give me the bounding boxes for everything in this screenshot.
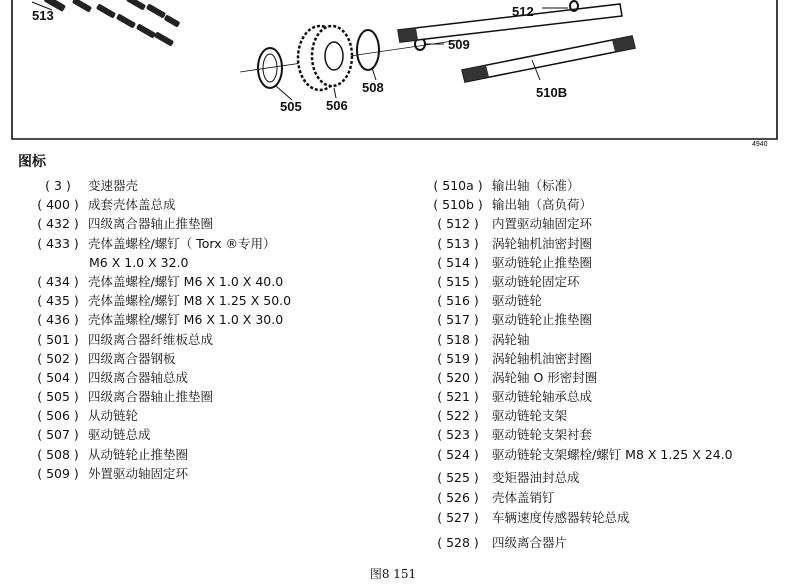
part-number: ( 510b ) (433, 197, 483, 213)
legend-item (28, 176, 291, 195)
part-description: 四级离合器钢板 (88, 350, 176, 366)
part-number: ( 505 ) (37, 389, 79, 405)
legend-item (424, 445, 733, 464)
part-number: ( 515 ) (437, 273, 479, 289)
legend-item (28, 464, 291, 483)
callout-512: 512 (512, 4, 534, 19)
legend-item (28, 272, 291, 291)
legend-item (424, 291, 733, 310)
part-number: ( 514 ) (437, 254, 479, 270)
part-description: 外置驱动轴固定环 (88, 465, 189, 481)
legend-item (424, 234, 733, 253)
part-number: ( 526 ) (437, 490, 479, 505)
part-description: 输出轴（高负荷） (492, 197, 593, 213)
part-number: ( 3 ) (45, 178, 71, 193)
input-shaft (398, 4, 622, 42)
legend-item (424, 330, 733, 349)
part-description: 涡轮轴 O 形密封圈 (492, 369, 598, 385)
legend-item (28, 368, 291, 387)
part-description: 变矩器油封总成 (492, 469, 580, 485)
part-description: 四级离合器纤维板总成 (88, 331, 214, 347)
part-number: ( 513 ) (437, 235, 479, 251)
part-description: 驱动链轮支架衬套 (492, 427, 593, 443)
part-number: ( 517 ) (437, 312, 479, 328)
part-description: 从动链轮 (88, 408, 139, 424)
legend-item (28, 195, 291, 214)
part-description: 四级离合器轴总成 (88, 369, 189, 385)
legend-item (424, 425, 733, 444)
callout-510b: 510B (536, 85, 568, 100)
part-description: 驱动链轮支架 (492, 408, 568, 424)
legend-item (28, 406, 291, 425)
legend-item (28, 310, 291, 329)
legend-item (424, 176, 733, 195)
part-number: ( 516 ) (437, 293, 479, 309)
part-description: 驱动链总成 (88, 427, 151, 443)
legend-item (424, 368, 733, 387)
figure-caption: 图8 151 (369, 567, 417, 581)
part-description: 壳体盖螺栓/螺钉（ Torx ®专用） (88, 235, 276, 251)
part-number: ( 527 ) (437, 510, 479, 526)
legend-item (424, 349, 733, 368)
legend-item (28, 349, 291, 368)
legend-item (424, 533, 733, 552)
output-shaft-510b (462, 36, 635, 82)
part-description: 从动链轮止推垫圈 (88, 446, 189, 462)
legend-item (424, 310, 733, 329)
part-number: ( 528 ) (437, 535, 479, 551)
part-description: 四级离合器轴止推垫圈 (88, 389, 214, 405)
part-number: ( 506 ) (37, 408, 79, 424)
part-description: 壳体盖螺栓/螺钉 M6 X 1.0 X 30.0 (88, 312, 284, 328)
part-number: ( 432 ) (37, 216, 79, 232)
legend-item (28, 425, 291, 444)
part-description: 驱动链轮支架螺栓/螺钉 M8 X 1.25 X 24.0 (492, 446, 733, 462)
part-number: ( 400 ) (37, 197, 79, 213)
part-number: ( 524 ) (437, 446, 479, 462)
part-description: 涡轮轴 (492, 331, 530, 347)
exploded-view-diagram (0, 0, 786, 148)
part-number: ( 519 ) (437, 350, 479, 366)
part-description: 输出轴（标准） (492, 178, 580, 193)
part-number: ( 523 ) (437, 427, 479, 443)
part-description: 车辆速度传感器转轮总成 (492, 510, 630, 526)
part-number: ( 521 ) (437, 389, 479, 405)
callout-513: 513 (32, 8, 54, 23)
part-description: 内置驱动轴固定环 (492, 216, 593, 232)
part-number: ( 508 ) (37, 446, 79, 462)
legend-item (424, 214, 733, 233)
legend-item (424, 387, 733, 406)
part-number: ( 435 ) (37, 293, 79, 309)
part-number: ( 525 ) (437, 469, 479, 485)
legend-item (424, 272, 733, 291)
legend-item (424, 488, 733, 507)
part-number: ( 504 ) (37, 369, 79, 385)
part-number: ( 436 ) (37, 312, 79, 328)
legend-item (28, 387, 291, 406)
part-description: 成套壳体盖总成 (88, 197, 176, 213)
callout-506: 506 (326, 98, 348, 113)
part-number: ( 507 ) (37, 427, 79, 443)
legend-item (424, 508, 733, 527)
figure-code: 4940 (752, 141, 768, 148)
part-description: 驱动链轮 (492, 293, 543, 309)
legend-item (424, 468, 733, 487)
part-description: 四级离合器轴止推垫圈 (88, 216, 214, 232)
legend-item (28, 445, 291, 464)
legend-item (424, 195, 733, 214)
part-description-continued: M6 X 1.0 X 32.0 (89, 254, 189, 270)
part-number: ( 434 ) (37, 273, 79, 289)
callout-505: 505 (280, 99, 302, 114)
legend-item (424, 406, 733, 425)
part-description: 驱动链轮固定环 (492, 273, 580, 289)
thrust-washer-508 (357, 30, 379, 70)
callout-509: 509 (448, 37, 470, 52)
part-number: ( 522 ) (437, 408, 479, 424)
part-description: 驱动链轮止推垫圈 (492, 254, 593, 270)
legend-item (28, 291, 291, 310)
part-description: 壳体盖螺栓/螺钉 M6 X 1.0 X 40.0 (88, 273, 284, 289)
part-number: ( 509 ) (37, 465, 79, 481)
part-description: 壳体盖螺栓/螺钉 M8 X 1.25 X 50.0 (88, 293, 292, 309)
part-number: ( 520 ) (437, 369, 479, 385)
drive-chain (43, 0, 180, 47)
part-number: ( 501 ) (37, 331, 79, 347)
legend-item (28, 234, 291, 253)
part-description: 变速器壳 (88, 178, 139, 193)
legend-left-column (28, 176, 291, 483)
driven-sprocket-506 (298, 26, 352, 90)
part-description: 驱动链轮轴承总成 (492, 389, 593, 405)
part-description: 四级离合器片 (492, 535, 568, 551)
part-number: ( 518 ) (437, 331, 479, 347)
part-number: ( 512 ) (437, 216, 479, 232)
legend-item (28, 214, 291, 233)
part-number: ( 510a ) (433, 178, 483, 193)
legend-title: 图标 (18, 154, 46, 170)
legend-right-column (424, 176, 733, 553)
callout-508: 508 (362, 80, 384, 95)
legend-item (424, 253, 733, 272)
part-number: ( 433 ) (37, 235, 79, 251)
part-description: 驱动链轮止推垫圈 (492, 312, 593, 328)
part-description: 涡轮轴机油密封圈 (492, 235, 593, 251)
part-description: 壳体盖销钉 (492, 490, 555, 505)
legend-item (28, 330, 291, 349)
part-number: ( 502 ) (37, 350, 79, 366)
part-description: 涡轮轴机油密封圈 (492, 350, 593, 366)
